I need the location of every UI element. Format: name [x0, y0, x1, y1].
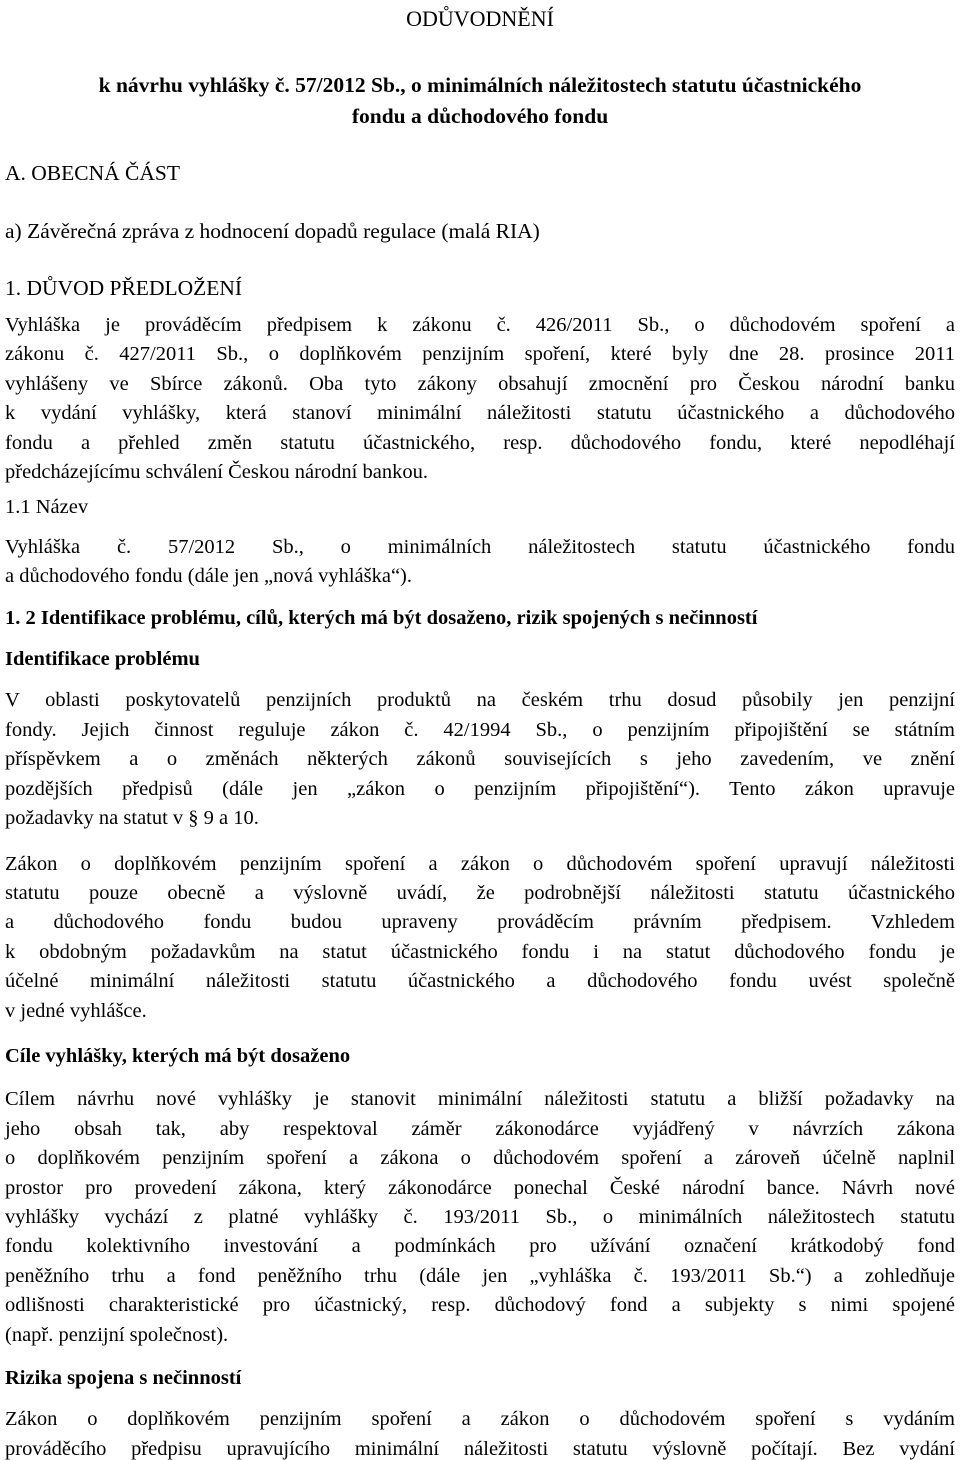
text-line: předcházejícímu schválení Českou národní bankou.: [5, 461, 428, 484]
text-line: účelné minimální náležitosti statutu účastnického a důchodového fondu uvést společně: [5, 970, 955, 993]
text-line: V oblasti poskytovatelů penzijních produktů na českém trhu dosud působily jen penzijní: [5, 689, 955, 712]
text-line: (např. penzijní společnost).: [5, 1323, 229, 1346]
text-line: pozdějších předpisů (dále jen „zákon o penzijním připojištění“). Tento zákon upravuje: [5, 777, 955, 800]
text-line: požadavky na statut v § 9 a 10.: [5, 807, 259, 830]
text-line: jeho obsah tak, aby respektoval záměr zákonodárce vyjádřený v návrzích zákona: [5, 1117, 955, 1140]
identifikace-heading: Identifikace problému: [5, 648, 200, 671]
subtitle-line: k návrhu vyhlášky č. 57/2012 Sb., o minimálních náležitostech statutu účastnického: [98, 73, 862, 97]
paragraph-identifikace: [5, 686, 955, 833]
cile-heading: Cíle vyhlášky, kterých má být dosaženo: [5, 1044, 351, 1067]
subtitle-line: fondu a důchodového fondu: [351, 104, 609, 128]
paragraph-zakon: [5, 850, 955, 1026]
text-line: Zákon o doplňkovém penzijním spoření a zákon o důchodovém spoření upravují náležitosti: [5, 852, 955, 875]
text-line: a důchodového fondu (dále jen „nová vyhláška“).: [5, 565, 413, 588]
paragraph-cile: [5, 1085, 955, 1350]
text-line: fondu kolektivního investování a podmínkách pro užívání označení krátkodobý fond: [5, 1235, 955, 1258]
paragraph-nazev: [5, 533, 955, 592]
text-line: fondu a přehled změn statutu účastnického, resp. důchodového fondu, které nepodléhají: [5, 431, 955, 454]
text-line: k vydání vyhlášky, která stanoví minimální náležitosti statutu účastnického a důchodového: [5, 402, 955, 425]
text-line: příspěvkem a o změnách některých zákonů souvisejících s jeho zavedením, ve znění: [5, 748, 955, 771]
text-line: vyhlášeny ve Sbírce zákonů. Oba tyto zákony obsahují zmocnění pro Českou národní banku: [5, 372, 955, 395]
section-a-subheading: a) Závěrečná zpráva z hodnocení dopadů regulace (malá RIA): [5, 219, 540, 243]
text-line: vyhlášky vychází z platné vyhlášky č. 193/2011 Sb., o minimálních náležitostech statutu: [5, 1205, 955, 1228]
text-line: zákonu č. 427/2011 Sb., o doplňkovém penzijním spoření, které byly dne 28. prosince 2011: [5, 343, 955, 366]
text-line: o doplňkovém penzijním spoření a zákona o důchodovém spoření a zároveň účelně naplnil: [5, 1147, 955, 1170]
text-line: prováděcího předpisu upravujícího minimální náležitosti statutu výslovně počítají. Bez vydání: [5, 1437, 955, 1460]
text-line: statutu pouze obecně a výslovně uvádí, že podrobnější náležitosti statutu účastnického: [5, 881, 955, 904]
section-a-heading: A. OBECNÁ ČÁST: [5, 161, 181, 185]
document-body: [5, 158, 955, 1460]
text-line: prostor pro provedení zákona, který zákonodárce ponechal České národní bance. Návrh nové: [5, 1176, 955, 1199]
rizika-heading: Rizika spojena s nečinností: [5, 1367, 242, 1389]
paragraph-duvod: [5, 311, 955, 487]
section-1-heading: 1. DŮVOD PŘEDLOŽENÍ: [5, 276, 243, 300]
text-line: Zákon o doplňkovém penzijním spoření a zákon o důchodovém spoření s vydáním: [5, 1408, 955, 1431]
text-line: Vyhláška č. 57/2012 Sb., o minimálních náležitostech statutu účastnického fondu: [5, 535, 955, 558]
section-1-2-heading: 1. 2 Identifikace problému, cílů, kterých má být dosaženo, rizik spojených s nečinností: [5, 606, 758, 629]
text-line: a důchodového fondu budou upraveny prováděcím právním předpisem. Vzhledem: [5, 911, 955, 934]
text-line: v jedné vyhlášce.: [5, 999, 147, 1022]
section-1-1-heading: 1.1 Název: [5, 496, 89, 519]
document-subtitle: [0, 70, 960, 132]
paragraph-rizika: [5, 1405, 955, 1460]
text-line: Cílem návrhu nové vyhlášky je stanovit minimální náležitosti statutu a bližší požadavky na: [5, 1088, 955, 1111]
text-line: fondy. Jejich činnost reguluje zákon č. 42/1994 Sb., o penzijním připojištění se státním: [5, 718, 955, 741]
text-line: k obdobným požadavkům na statut účastnického fondu i na statut důchodového fondu je: [5, 940, 955, 963]
text-line: odlišnosti charakteristické pro účastnický, resp. důchodový fond a subjekty s nimi spojené: [5, 1294, 955, 1317]
document-title: ODŮVODNĚNÍ: [406, 6, 554, 31]
text-line: Vyhláška je prováděcím předpisem k zákonu č. 426/2011 Sb., o důchodovém spoření a: [5, 314, 955, 336]
text-line: peněžního trhu a fond peněžního trhu (dále jen „vyhláška č. 193/2011 Sb.“) a zohledňuje: [5, 1264, 955, 1287]
